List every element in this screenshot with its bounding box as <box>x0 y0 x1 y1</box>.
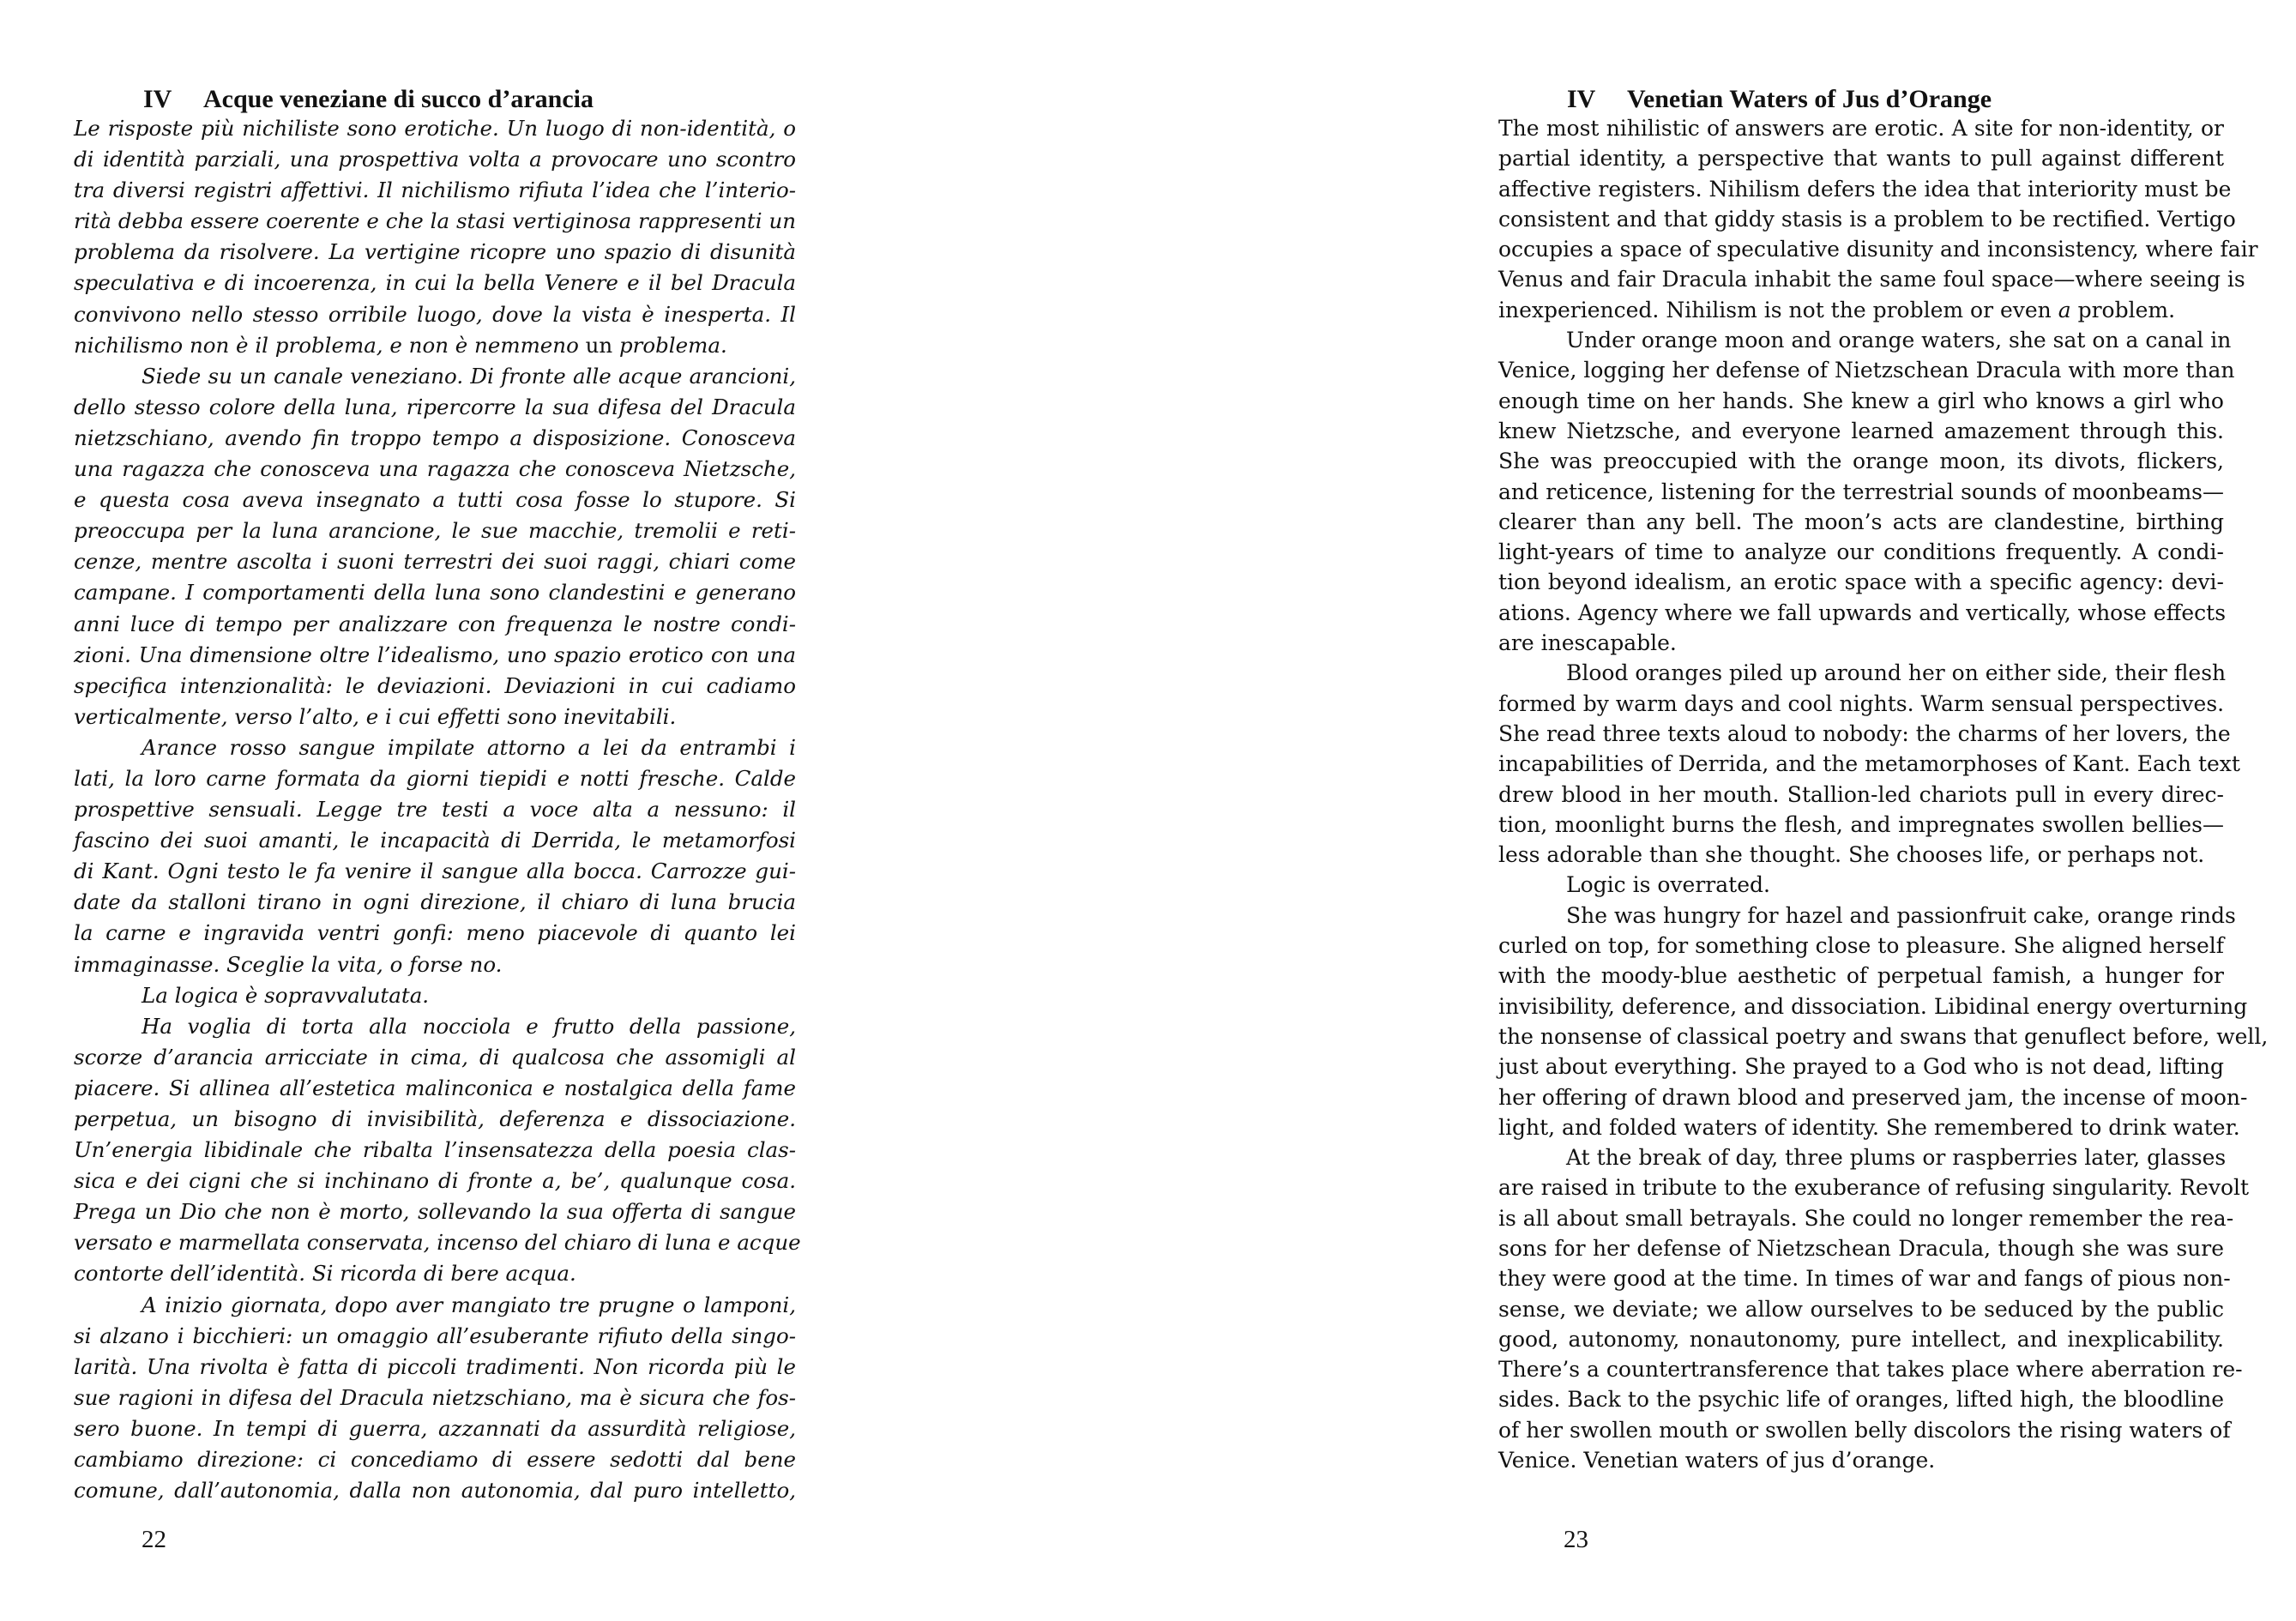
text-line: speculativa e di incoerenza, in cui la bella Venere e il bel Dracula <box>74 270 796 296</box>
text-line: the nonsense of classical poetry and swans that genuflect before, well, <box>1498 1023 2269 1049</box>
text-line: campane. I comportamenti della luna sono clandestini e generano <box>74 580 796 606</box>
text-line: lati, la loro carne formata da giorni tiepidi e notti fresche. Calde <box>74 765 796 791</box>
text-line: Logic is overrated. <box>1566 872 1770 898</box>
text-line: verticalmente, verso l’alto, e i cui effetti sono inevitabili. <box>74 703 677 729</box>
text-line: they were good at the time. In times of war and fangs of pious non- <box>1498 1266 2231 1292</box>
text-line: Arance rosso sangue impilate attorno a lei da entrambi i <box>142 734 796 760</box>
chapter-number: IV <box>1567 85 1596 113</box>
text-line: Prega un Dio che non è morto, sollevando la sua offerta di sangue <box>74 1199 796 1225</box>
text-line: There’s a countertransference that takes place where aberration re- <box>1498 1357 2243 1383</box>
text-line: preoccupa per la luna arancione, le sue macchie, tremolii e reti- <box>74 518 796 544</box>
text-line: si alzano i bicchieri: un omaggio all’esuberante rifiuto della singo- <box>74 1323 796 1348</box>
paragraph <box>1498 113 2258 325</box>
paragraph <box>74 1011 801 1290</box>
text-line: sense, we deviate; we allow ourselves to be seduced by the public <box>1498 1296 2224 1322</box>
paragraph <box>74 113 796 361</box>
text-line: sons for her defense of Nietzschean Dracula, though she was sure <box>1498 1235 2224 1261</box>
paragraph <box>1498 870 2224 900</box>
text-line: cambiamo direzione: ci concediamo di essere sedotti dal bene <box>74 1447 796 1473</box>
text-line: scorze d’arancia arricciate in cima, di qualcosa che assomigli al <box>74 1044 796 1070</box>
text-line: occupies a space of speculative disunity and inconsistency, where fair <box>1498 237 2258 262</box>
text-line: She read three texts aloud to nobody: the charms of her lovers, the <box>1498 720 2231 746</box>
text-line: good, autonomy, nonautonomy, pure intellect, and inexplicability. <box>1498 1326 2224 1352</box>
text-line: cenze, mentre ascolta i suoni terrestri dei suoi raggi, chiari come <box>74 549 796 575</box>
text-line: immaginasse. Sceglie la vita, o forse no. <box>74 951 503 977</box>
text-line: versato e marmellata conservata, incenso del chiaro di luna e acque <box>74 1230 801 1256</box>
page-number: 23 <box>1564 1526 1588 1553</box>
text-line: tion beyond idealism, an erotic space with a specific agency: devi- <box>1498 569 2224 595</box>
body-text <box>1498 113 2269 1475</box>
text-line: consistent and that giddy stasis is a problem to be rectified. Vertigo <box>1498 206 2236 232</box>
paragraph <box>74 1290 796 1507</box>
text-line: her offering of drawn blood and preserved jam, the incense of moon- <box>1498 1084 2248 1110</box>
text-line: ations. Agency where we fall upwards and vertically, whose effects <box>1498 600 2227 625</box>
text-line: is all about small betrayals. She could no longer remember the rea- <box>1498 1205 2234 1231</box>
text-line: larità. Una rivolta è fatta di piccoli tradimenti. Non ricorda più le <box>74 1353 796 1379</box>
text-line: incapabilities of Derrida, and the metamorphoses of Kant. Each text <box>1498 751 2240 777</box>
text-line: and reticence, listening for the terrestrial sounds of moonbeams— <box>1498 479 2224 504</box>
text-line: At the break of day, three plums or raspberries later, glasses <box>1566 1145 2227 1171</box>
text-line: zioni. Una dimensione oltre l’idealismo, uno spazio erotico con una <box>74 642 796 667</box>
text-line: anni luce di tempo per analizzare con frequenza le nostre condi- <box>74 611 796 636</box>
paragraph <box>1498 325 2235 658</box>
text-line: are raised in tribute to the exuberance of refusing singularity. Revolt <box>1498 1175 2250 1201</box>
text-line: just about everything. She prayed to a God who is not dead, lifting <box>1498 1054 2224 1080</box>
text-line: nietzschiano, avendo fin troppo tempo a disposizione. Conosceva <box>74 425 796 450</box>
text-line: di identità parziali, una prospettiva volta a provocare uno scontro <box>74 147 796 172</box>
paragraph <box>74 732 796 980</box>
text-line: comune, dall’autonomia, dalla non autonomia, dal puro intelletto, <box>74 1478 796 1503</box>
text-line: La logica è sopravvalutata. <box>142 982 430 1008</box>
text-line: tion, moonlight burns the flesh, and impregnates swollen bellies— <box>1498 811 2224 837</box>
paragraph <box>74 980 796 1011</box>
chapter-heading <box>1567 84 1992 115</box>
text-line: The most nihilistic of answers are erotic. A site for non-identity, or <box>1498 116 2224 141</box>
text-line: e questa cosa aveva insegnato a tutti cosa fosse lo stupore. Si <box>74 487 796 513</box>
text-line: Siede su un canale veneziano. Di fronte alle acque arancioni, <box>142 363 796 389</box>
text-line: Le risposte più nichiliste sono erotiche. Un luogo di non-identità, o <box>74 116 796 141</box>
text-line: inexperienced. Nihilism is not the problem or even a problem. <box>1498 297 2176 322</box>
text-line: A inizio giornata, dopo aver mangiato tre prugne o lamponi, <box>142 1292 796 1317</box>
text-line: prospettive sensuali. Legge tre testi a voce alta a nessuno: il <box>74 797 796 823</box>
body-text <box>74 113 801 1506</box>
text-line: light-years of time to analyze our conditions frequently. A condi- <box>1498 539 2224 565</box>
text-line: are inescapable. <box>1498 630 1677 656</box>
paragraph <box>1498 901 2269 1142</box>
text-line: di Kant. Ogni testo le fa venire il sangue alla bocca. Carrozze gui- <box>74 859 796 884</box>
text-line: She was hungry for hazel and passionfruit cake, orange rinds <box>1566 902 2236 928</box>
paragraph <box>74 361 796 732</box>
text-line: specifica intenzionalità: le deviazioni. Deviazioni in cui cadiamo <box>74 672 796 698</box>
text-line: perpetua, un bisogno di invisibilità, deferenza e dissociazione. <box>74 1106 796 1131</box>
text-line: problema da risolvere. La vertigine ricopre uno spazio di disunità <box>74 239 796 265</box>
text-line: drew blood in her mouth. Stallion-led chariots pull in every direc- <box>1498 781 2224 807</box>
text-line: formed by warm days and cool nights. Warm sensual perspectives. <box>1498 690 2225 716</box>
text-line: rità debba essere coerente e che la stasi vertiginosa rappresenti un <box>74 208 796 234</box>
text-line: dello stesso colore della luna, ripercorre la sua difesa del Dracula <box>74 394 796 419</box>
text-line: Un’energia libidinale che ribalta l’insensatezza della poesia clas- <box>74 1137 796 1163</box>
text-line: Blood oranges piled up around her on either side, their flesh <box>1566 660 2227 686</box>
text-line: She was preoccupied with the orange moon, its divots, flickers, <box>1498 449 2224 474</box>
chapter-title: Venetian Waters of Jus d’Orange <box>1627 85 1992 113</box>
text-line: nichilismo non è il problema, e non è nemmeno un problema. <box>74 332 727 358</box>
text-line: curled on top, for something close to pleasure. She aligned herself <box>1498 933 2225 959</box>
text-line: invisibility, deference, and dissociation. Libidinal energy overturning <box>1498 993 2248 1019</box>
text-line: sica e dei cigni che si inchinano di fronte a, be’, qualunque cosa. <box>74 1168 796 1194</box>
text-line: of her swollen mouth or swollen belly discolors the rising waters of <box>1498 1417 2231 1443</box>
text-line: fascino dei suoi amanti, le incapacità di Derrida, le metamorfosi <box>74 828 796 853</box>
right-page <box>1148 0 2296 1621</box>
text-line: light, and folded waters of identity. She remembered to drink water. <box>1498 1114 2240 1140</box>
text-line: with the moody-blue aesthetic of perpetual famish, a hunger for <box>1498 963 2224 989</box>
chapter-heading <box>143 84 594 115</box>
text-line: less adorable than she thought. She chooses life, or perhaps not. <box>1498 842 2205 868</box>
text-line: date da stalloni tirano in ogni direzione, il chiaro di luna brucia <box>74 889 796 915</box>
text-line: sue ragioni in difesa del Dracula nietzschiano, ma è sicura che fos- <box>74 1384 796 1410</box>
paragraph <box>1498 1142 2250 1475</box>
text-line: una ragazza che conosceva una ragazza che conosceva Nietzsche, <box>74 456 796 482</box>
text-line: partial identity, a perspective that wants to pull against different <box>1498 146 2224 172</box>
text-line: la carne e ingravida ventri gonfi: meno piacevole di quanto lei <box>74 920 796 946</box>
text-line: Venice, logging her defense of Nietzschean Dracula with more than <box>1498 358 2235 383</box>
text-line: sero buone. In tempi di guerra, azzannati da assurdità religiose, <box>74 1415 796 1441</box>
text-line: affective registers. Nihilism defers the idea that interiority must be <box>1498 176 2232 202</box>
text-line: Venice. Venetian waters of jus d’orange. <box>1498 1448 1936 1473</box>
text-line: convivono nello stesso orribile luogo, dove la vista è inesperta. Il <box>74 301 796 327</box>
text-line: knew Nietzsche, and everyone learned amazement through this. <box>1498 418 2224 443</box>
text-line: Under orange moon and orange waters, she sat on a canal in <box>1566 328 2232 353</box>
chapter-title: Acque veneziane di succo d’arancia <box>203 85 594 113</box>
text-line: piacere. Si allinea all’estetica malinconica e nostalgica della fame <box>74 1075 796 1100</box>
text-line: sides. Back to the psychic life of oranges, lifted high, the bloodline <box>1498 1387 2224 1413</box>
text-line: contorte dell’identità. Si ricorda di bere acqua. <box>74 1261 576 1287</box>
page-number: 22 <box>142 1526 166 1553</box>
chapter-number: IV <box>143 85 172 113</box>
text-line: Venus and fair Dracula inhabit the same foul space—where seeing is <box>1498 267 2245 292</box>
text-line: clearer than any bell. The moon’s acts are clandestine, birthing <box>1498 509 2224 534</box>
text-line: Ha voglia di torta alla nocciola e frutto della passione, <box>142 1013 796 1039</box>
paragraph <box>1498 658 2240 870</box>
text-line: enough time on her hands. She knew a girl who knows a girl who <box>1498 388 2224 413</box>
text-line: tra diversi registri affettivi. Il nichilismo rifiuta l’idea che l’interio- <box>74 178 796 203</box>
